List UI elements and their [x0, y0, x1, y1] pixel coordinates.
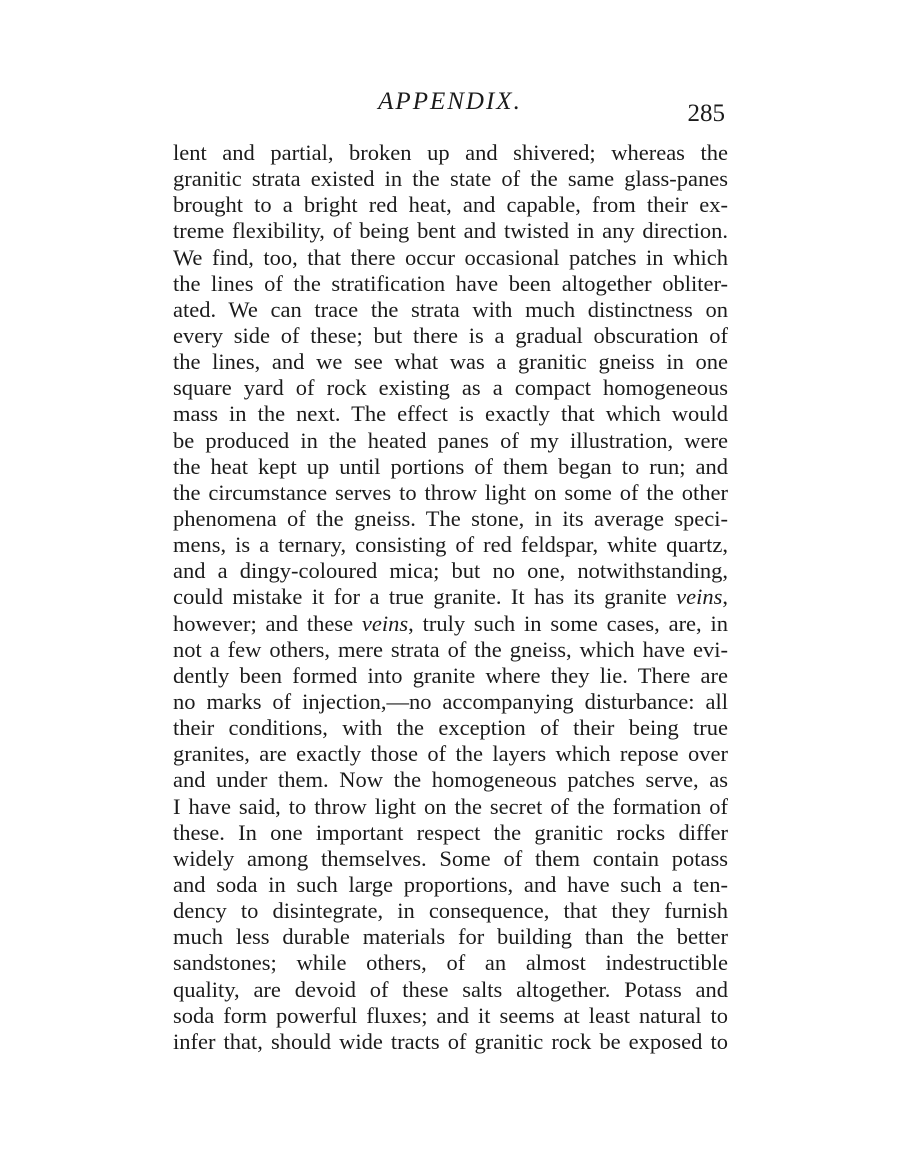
- text-line: granites, are exactly those of the layers which repose over: [173, 741, 728, 767]
- text-line: We find, too, that there occur occasional patches in which: [173, 244, 728, 270]
- text-line: every side of these; but there is a gradual obscuration of: [173, 322, 728, 348]
- text-line: sandstones; while others, of an almost indestructible: [173, 950, 728, 976]
- body-text: [173, 140, 728, 1055]
- text-line: the lines of the stratification have been altogether obliter-: [173, 270, 728, 296]
- text-line: phenomena of the gneiss. The stone, in its average speci-: [173, 505, 728, 531]
- text-line: could mistake it for a true granite. It has its granite veins,: [173, 584, 728, 610]
- text-line: and soda in such large proportions, and have such a ten-: [173, 871, 728, 897]
- text-line: widely among themselves. Some of them contain potass: [173, 845, 728, 871]
- text-line: quality, are devoid of these salts altogether. Potass and: [173, 976, 728, 1002]
- text-line: dency to disintegrate, in consequence, that they furnish: [173, 898, 728, 924]
- text-line: mass in the next. The effect is exactly that which would: [173, 401, 728, 427]
- text-line: soda form powerful fluxes; and it seems at least natural to: [173, 1002, 728, 1028]
- page-number: 285: [687, 100, 725, 127]
- text-line: infer that, should wide tracts of granitic rock be exposed to: [173, 1028, 728, 1054]
- text-line: not a few others, mere strata of the gneiss, which have evi-: [173, 636, 728, 662]
- text-line: the circumstance serves to throw light on some of the other: [173, 479, 728, 505]
- text-line: however; and these veins, truly such in some cases, are, in: [173, 610, 728, 636]
- text-line: and a dingy-coloured mica; but no one, notwithstanding,: [173, 558, 728, 584]
- text-line: and under them. Now the homogeneous patches serve, as: [173, 767, 728, 793]
- running-head-title: APPENDIX.: [378, 88, 522, 115]
- text-line: square yard of rock existing as a compact homogeneous: [173, 375, 728, 401]
- text-line: the lines, and we see what was a granitic gneiss in one: [173, 349, 728, 375]
- text-line: lent and partial, broken up and shivered; whereas the: [173, 140, 728, 165]
- text-line: the heat kept up until portions of them began to run; and: [173, 453, 728, 479]
- text-line: granitic strata existed in the state of the same glass-panes: [173, 166, 728, 192]
- text-line: be produced in the heated panes of my illustration, were: [173, 427, 728, 453]
- text-line: I have said, to throw light on the secret of the formation of: [173, 793, 728, 819]
- text-line: no marks of injection,—no accompanying disturbance: all: [173, 688, 728, 714]
- text-line: mens, is a ternary, consisting of red feldspar, white quartz,: [173, 532, 728, 558]
- text-line: much less durable materials for building than the better: [173, 924, 728, 950]
- running-head: [0, 88, 900, 128]
- text-line: ated. We can trace the strata with much distinctness on: [173, 296, 728, 322]
- text-line: brought to a bright red heat, and capable, from their ex-: [173, 192, 728, 218]
- text-line: these. In one important respect the granitic rocks differ: [173, 819, 728, 845]
- text-line: their conditions, with the exception of their being true: [173, 715, 728, 741]
- text-line: treme flexibility, of being bent and twisted in any direction.: [173, 218, 728, 244]
- text-line: dently been formed into granite where they lie. There are: [173, 662, 728, 688]
